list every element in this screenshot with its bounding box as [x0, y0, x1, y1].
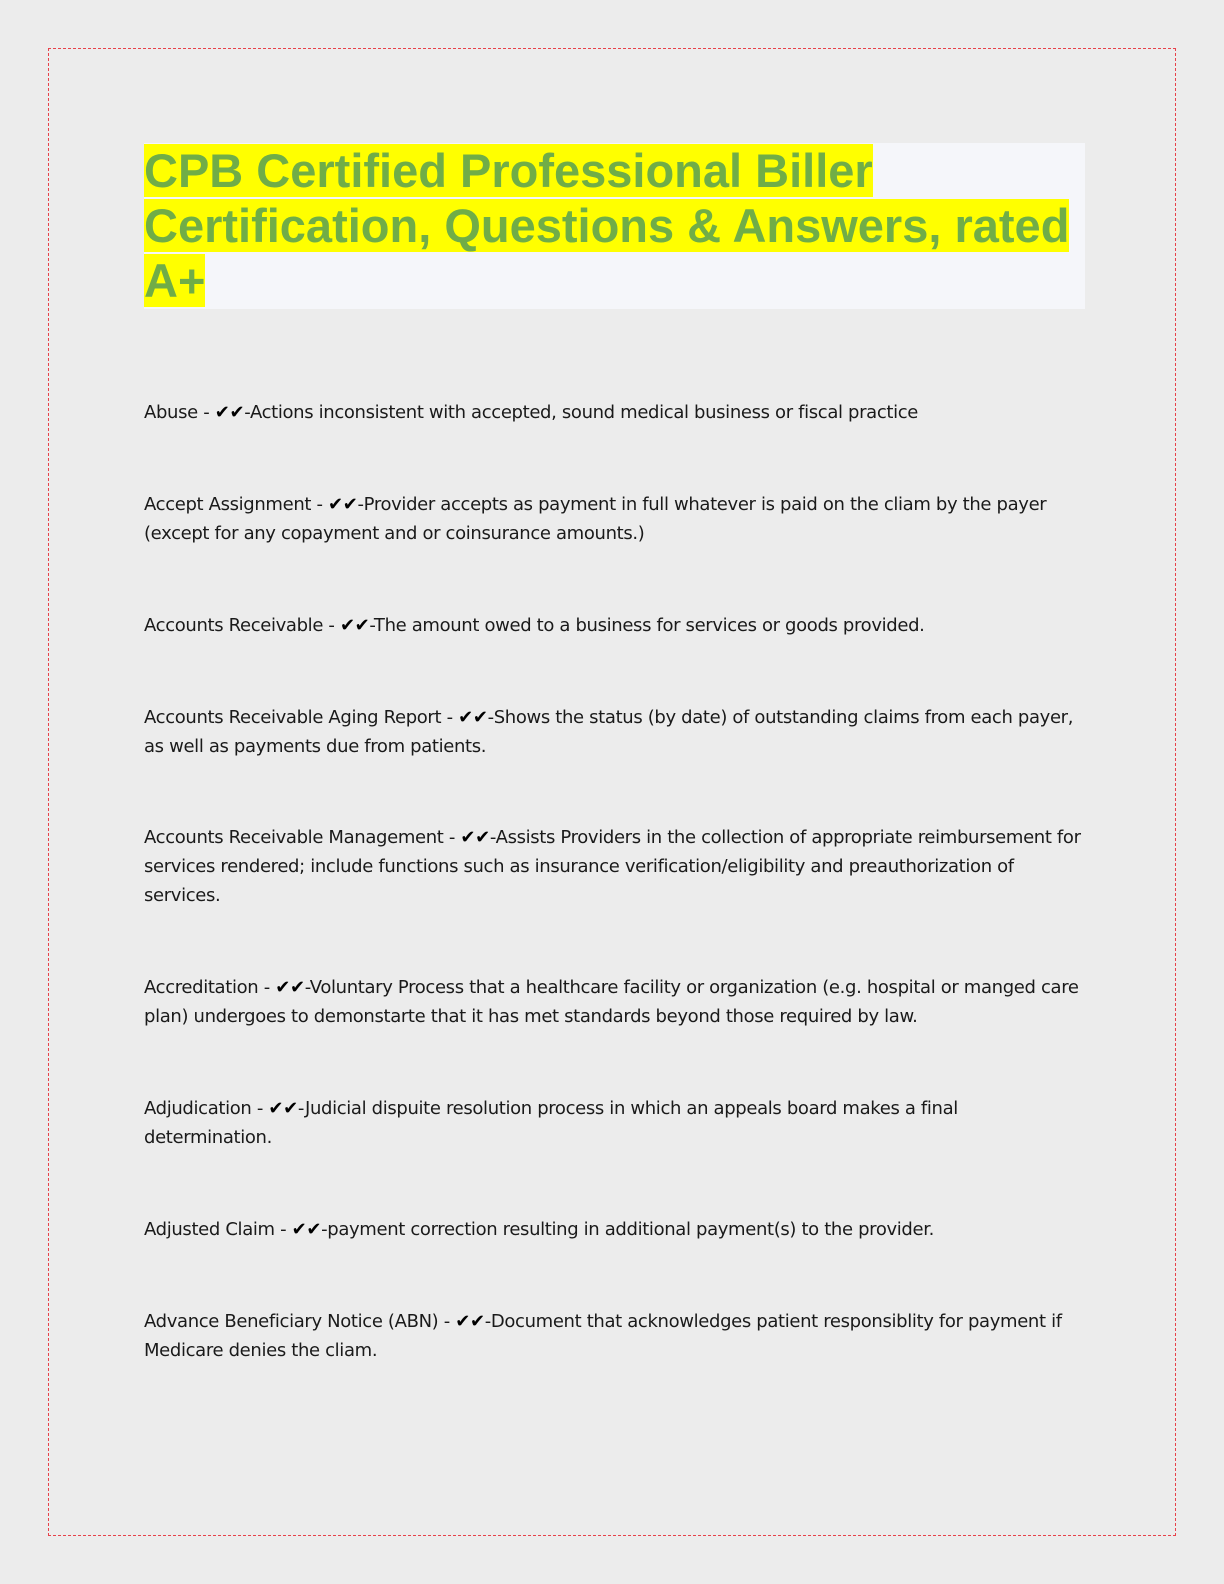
answer-prefix: - [484, 1311, 491, 1332]
entry-definition: Voluntary Process that a healthcare facility or organization (e.g. hospital or manged care plan) undergoes to demonstarte that it has met standards beyond those required by law. [144, 977, 1079, 1027]
entry [144, 490, 1084, 548]
answer-prefix: - [357, 494, 364, 515]
entry-separator: - [438, 1311, 456, 1332]
entry-term: Accreditation [144, 977, 259, 998]
entry-term: Advance Beneficiary Notice (ABN) [144, 1311, 439, 1332]
entry [144, 398, 1084, 427]
entry [144, 1307, 1084, 1365]
entry-term: Accounts Receivable Management [144, 827, 444, 848]
answer-prefix: - [244, 402, 250, 423]
entry-term: Accept Assignment [144, 494, 312, 515]
answer-prefix: - [321, 1219, 328, 1240]
entry-separator: - [197, 402, 215, 423]
double-check-icon: ✔✔ [460, 827, 490, 848]
entry [144, 973, 1084, 1031]
answer-prefix: - [487, 707, 494, 728]
double-check-icon: ✔✔ [291, 1219, 322, 1240]
entry-term: Accounts Receivable [144, 615, 324, 636]
entry [144, 1215, 1084, 1244]
entry [144, 823, 1084, 910]
double-check-icon: ✔✔ [214, 402, 245, 423]
entry-term: Adjusted Claim [144, 1219, 275, 1240]
answer-prefix: - [304, 977, 310, 998]
entry-term: Accounts Receivable Aging Report [144, 707, 442, 728]
entry-definition: Shows the status (by date) of outstanding claims from each payer, as well as payments due from patients. [144, 707, 1074, 757]
document-title [144, 143, 1085, 308]
title-block [144, 143, 1085, 309]
title-highlight: CPB Certified Professional Biller Certification, Questions & Answers, rated A+ [144, 144, 1070, 307]
entry-separator: - [251, 1098, 269, 1119]
entry-definition: Actions inconsistent with accepted, sound medical business or fiscal practice [249, 402, 919, 423]
entry-separator: - [443, 827, 461, 848]
entry-separator: - [441, 707, 459, 728]
entry [144, 703, 1084, 761]
double-check-icon: ✔✔ [458, 707, 488, 728]
double-check-icon: ✔✔ [339, 615, 370, 636]
entry-definition: Document that acknowledges patient responsiblity for payment if Medicare denies the cliam. [144, 1311, 1062, 1361]
entry-separator: - [323, 615, 340, 636]
entry [144, 1094, 1084, 1152]
double-check-icon: ✔✔ [455, 1311, 485, 1332]
entry-term: Adjudication [144, 1098, 252, 1119]
answer-prefix: - [489, 827, 496, 848]
double-check-icon: ✔✔ [275, 977, 305, 998]
entry-separator: - [258, 977, 276, 998]
entry-definition: Judicial dispuite resolution process in which an appeals board makes a final determination. [144, 1098, 958, 1148]
double-check-icon: ✔✔ [328, 494, 358, 515]
entry-definition: The amount owed to a business for services or goods provided. [373, 615, 925, 636]
entry-definition: Assists Providers in the collection of appropriate reimbursement for services rendered; include functions such as insurance verification/eligibility and preauthorization of services. [144, 827, 1081, 906]
entry [144, 611, 1084, 640]
answer-prefix: - [297, 1098, 305, 1119]
double-check-icon: ✔✔ [268, 1098, 298, 1119]
entry-definition: payment correction resulting in additional payment(s) to the provider. [327, 1219, 934, 1240]
answer-prefix: - [369, 615, 374, 636]
entry-separator: - [274, 1219, 292, 1240]
entry-separator: - [311, 494, 328, 515]
entry-term: Abuse [144, 402, 198, 423]
entry-definition: Provider accepts as payment in full whatever is paid on the cliam by the payer (except for any copayment and or coinsurance amounts.) [144, 494, 1047, 544]
